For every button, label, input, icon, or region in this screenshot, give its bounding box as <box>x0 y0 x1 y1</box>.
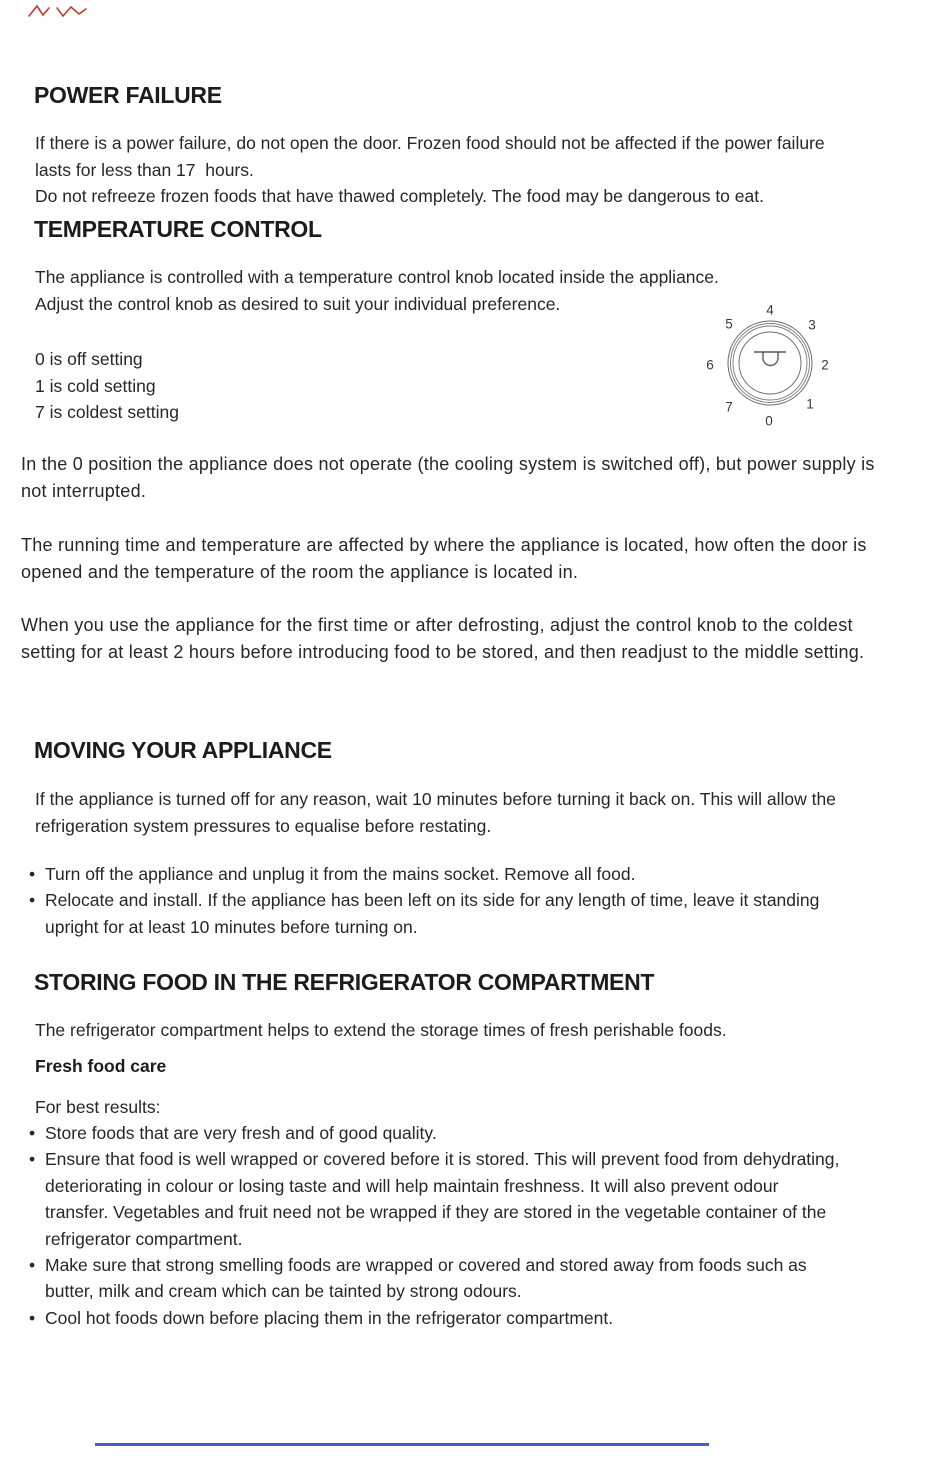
list-item <box>29 1305 839 1331</box>
knob-number: 5 <box>725 316 733 332</box>
setting-item: 1 is cold setting <box>35 375 156 396</box>
knob-number: 0 <box>765 413 773 429</box>
red-pen-mark <box>27 3 89 21</box>
bullet-marker: • <box>29 1149 36 1170</box>
temperature-control-heading: TEMPERATURE CONTROL <box>34 216 322 242</box>
knob-number: 4 <box>766 302 774 318</box>
list-item-text: Ensure that food is well wrapped or covered before it is stored. This will prevent food from dehydrating, <box>45 1149 840 1170</box>
moving-appliance-bullet-list <box>29 861 819 940</box>
list-item-text: Cool hot foods down before placing them in the refrigerator compartment. <box>45 1307 614 1328</box>
storing-food-intro <box>35 1017 727 1044</box>
list-item-text: Turn off the appliance and unplug it from the mains socket. Remove all food. <box>45 864 636 884</box>
paragraph-line: setting for at least 2 hours before introducing food to be stored, and then readjust to the middle setting. <box>21 642 865 662</box>
list-item-text: Store foods that are very fresh and of good quality. <box>45 1123 437 1143</box>
paragraph-line: lasts for less than 17 hours. <box>35 159 254 180</box>
temperature-control-intro <box>35 264 719 317</box>
power-failure-heading: POWER FAILURE <box>34 82 222 108</box>
list-item <box>29 861 819 887</box>
knob-number: 2 <box>821 357 829 373</box>
knob-number: 3 <box>808 317 816 333</box>
list-item <box>29 1146 839 1172</box>
list-item-continuation: butter, milk and cream which can be tainted by strong odours. <box>45 1281 522 1302</box>
setting-item: 7 is coldest setting <box>35 402 179 422</box>
paragraph-line: The running time and temperature are affected by where the appliance is located, how often the door is <box>21 535 867 555</box>
for-best-results-lead <box>35 1094 160 1121</box>
paragraph-line: For best results: <box>35 1097 161 1117</box>
bullet-marker: • <box>29 864 36 884</box>
knob-number: 6 <box>706 357 714 373</box>
storing-food-heading: STORING FOOD IN THE REFRIGERATOR COMPARTMENT <box>34 969 655 995</box>
list-item-text: Relocate and install. If the appliance has been left on its side for any length of time, leave it standing <box>45 890 820 911</box>
paragraph-line: If the appliance is turned off for any reason, wait 10 minutes before turning it back on. This will allow the <box>35 789 836 809</box>
running-time-paragraph <box>21 532 867 586</box>
bullet-marker: • <box>29 1307 36 1328</box>
paragraph-line: opened and the temperature of the room the appliance is located in. <box>21 562 579 582</box>
knob-number: 1 <box>806 396 814 412</box>
paragraph-line: If there is a power failure, do not open the door. Frozen food should not be affected if the power failure <box>35 133 825 153</box>
moving-appliance-intro <box>35 786 836 839</box>
bullet-marker: • <box>29 1123 36 1143</box>
list-item <box>29 887 819 913</box>
knob-settings-list <box>35 346 179 426</box>
list-item <box>29 1120 839 1146</box>
power-failure-paragraph <box>35 130 825 210</box>
list-item-text: Make sure that strong smelling foods are wrapped or covered and stored away from foods such as <box>45 1255 807 1276</box>
paragraph-line: refrigeration system pressures to equalise before restating. <box>35 815 492 836</box>
paragraph-line: In the 0 position the appliance does not operate (the cooling system is switched off), but power supply is <box>21 454 875 474</box>
list-item <box>29 1252 839 1278</box>
paragraph-line: not interrupted. <box>21 481 147 501</box>
fresh-food-care-subheading: Fresh food care <box>35 1056 167 1076</box>
list-item-continuation: deteriorating in colour or losing taste and will help maintain freshness. It will also prevent odour <box>45 1175 779 1196</box>
paragraph-line: Adjust the control knob as desired to suit your individual preference. <box>35 293 561 314</box>
blue-underline-mark <box>95 1443 709 1446</box>
temperature-knob-diagram <box>688 294 854 436</box>
setting-item: 0 is off setting <box>35 349 143 369</box>
paragraph-line: Do not refreeze frozen foods that have thawed completely. The food may be dangerous to eat. <box>35 186 764 206</box>
moving-appliance-heading: MOVING YOUR APPLIANCE <box>34 737 332 763</box>
bullet-marker: • <box>29 890 36 911</box>
list-item-continuation: refrigerator compartment. <box>45 1228 243 1249</box>
paragraph-line: The appliance is controlled with a temperature control knob located inside the appliance. <box>35 267 719 287</box>
list-item-continuation: transfer. Vegetables and fruit need not be wrapped if they are stored in the vegetable container of the <box>45 1202 827 1223</box>
paragraph-line: The refrigerator compartment helps to extend the storage times of fresh perishable foods. <box>35 1020 727 1040</box>
off-position-paragraph <box>21 451 875 505</box>
knob-number: 7 <box>725 399 733 415</box>
bullet-marker: • <box>29 1255 36 1276</box>
fresh-food-bullet-list <box>29 1120 839 1331</box>
first-use-paragraph <box>21 612 864 666</box>
list-item-continuation: upright for at least 10 minutes before turning on. <box>45 916 418 937</box>
paragraph-line: When you use the appliance for the first time or after defrosting, adjust the control knob to the coldest <box>21 615 853 635</box>
